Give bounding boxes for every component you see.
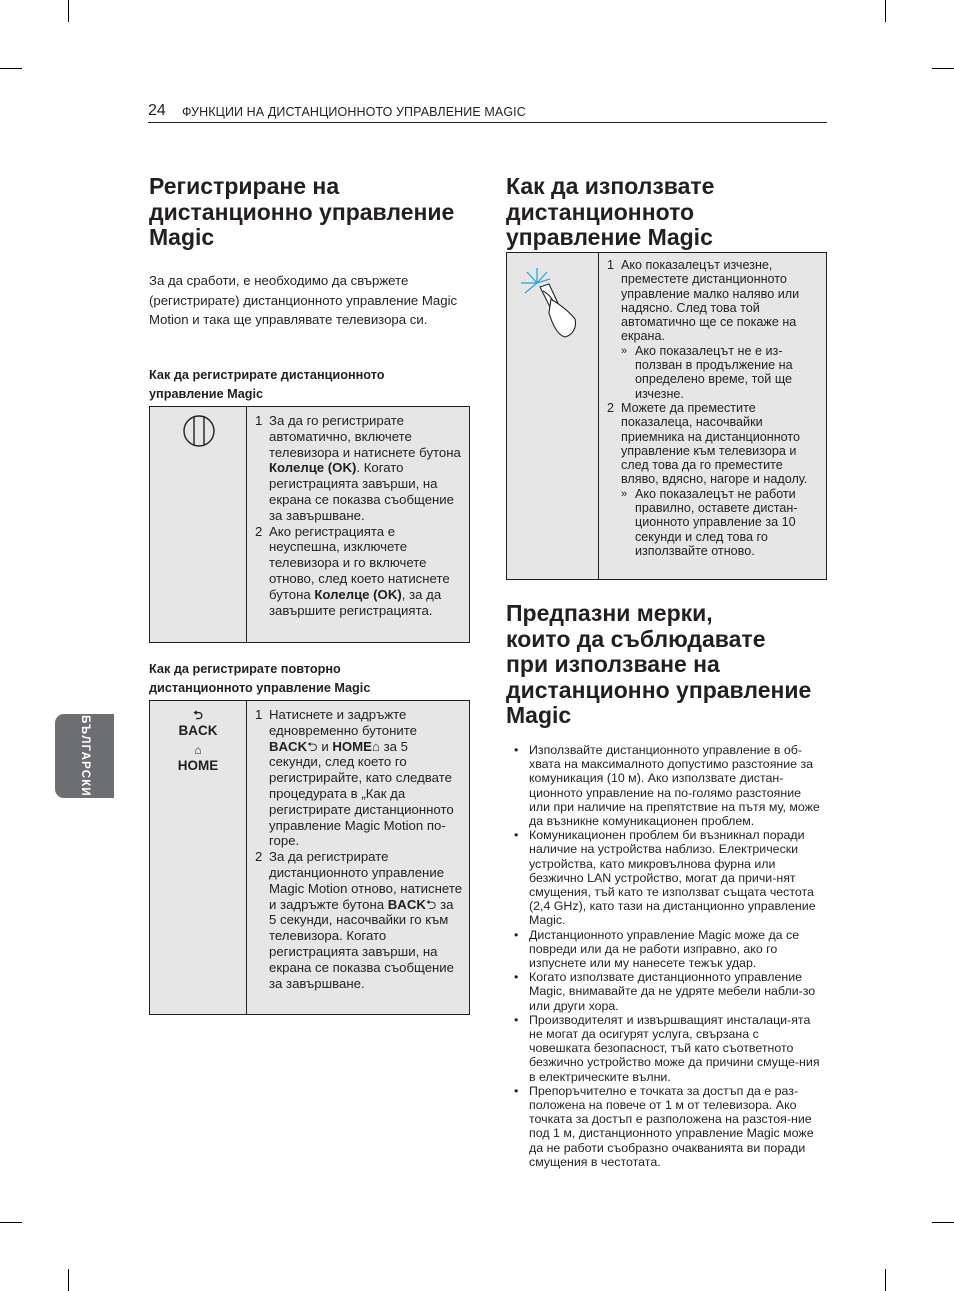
register-step-1: 1 За да го регистрирате автоматично, включете телевизора и натиснете бутона Колелце (OK). Когато регистрацията завърши, на екрана се показва съобщение за завършване.	[255, 413, 461, 523]
back-icon: ⮌	[307, 738, 318, 754]
register-icon-cell	[150, 407, 247, 643]
subheading-reregister: Как да регистрирате повторно дистанционното управление Magic	[149, 662, 371, 695]
list-item: • Препоръчително е точката за достъп да е раз-положена на повече от 1 м от телевизора. Ако точката за достъп е разположена на разстоя-ние под 1 м, дистанционното управление Magic може да не работи съобразно очакванията ви поради смущения в честотата.	[514, 1083, 814, 1169]
list-item: • Дистанционното управление Magic може да се повреди или да не работи изправно, ако го изпуснете или му нанесете тежък удар.	[514, 927, 800, 971]
crop-mark	[68, 0, 69, 22]
list-item: • Използвайте дистанционното управление в об-хвата на максималното допустимо разстояние за комуникация (10 м). Ако използвате дистан-ционното управление на по-голямо разстояние или при наличие на препятствие на пътя му, може да възникне комуникационен проблем.	[514, 743, 820, 829]
reregister-step-1: 1 Натиснете и задръжте едновременно бутоните BACK⮌ и HOME⌂ за 5 секунди, след което го регистрирайте, като следвате процедурата в „Как да регистрирате дистанционното управление Magic Motion по-горе.	[255, 707, 454, 849]
section-title-usage: Как да използвате дистанционното управление Magic	[506, 173, 715, 250]
section-title-precautions: Предпазни мерки, които да съблюдавате при използване на дистанционно управление Magic	[506, 600, 812, 728]
button-icons	[150, 701, 246, 774]
crop-mark	[0, 1222, 22, 1223]
list-item: • Когато използвате дистанционното управление Magic, внимавайте да не удряте мебели набли-зо или други хора.	[514, 970, 816, 1013]
crop-mark	[932, 68, 954, 69]
usage-step-2-note: » Ако показалецът не работи правилно, оставете дистан-ционното управление за 10 секунди и след това го използвайте отново.	[621, 486, 798, 558]
intro-paragraph: За да сработи, е необходимо да свържете (регистрирате) дистанционното управление Magic Motion и така ще управлявате телевизора си.	[149, 273, 458, 327]
list-item: • Комуникационен проблем би възникнал поради наличие на устройства наблизо. Електрически устройства, като микровълнова фурна или безжично LAN устройство, могат да причи-нят смущения, тъй като те използват същата честота (2,4 GHz), като тази на дистанционно управление Magic.	[514, 828, 816, 928]
back-button-label: BACK	[178, 723, 218, 738]
crop-mark	[0, 68, 22, 69]
home-icon: ⌂	[194, 743, 202, 757]
usage-step-1-note: » Ако показалецът не е из-ползван в продължение на определено време, той ще изчезне.	[621, 343, 793, 401]
usage-step-1: 1 Ако показалецът изчезне, преместете дистанционното управление малко наляво или надясно. След това той автоматично ще се покаже на екрана. » Ако показалецът не е из-ползван в продължение на определено време, той ще изчезне.	[599, 258, 820, 401]
usage-step-2: 2 Можете да преместите показалеца, насочвайки приемника на дистанционното управление към телевизора и след това да го преместите вляво, вдясно, нагоре и надолу. » Ако показалецът не работи правилно, оставете дистан-ционното управление за 10 секунди и след това го използвайте отново.	[599, 401, 820, 558]
reregister-steps-table	[149, 700, 470, 1015]
page-header	[148, 102, 827, 123]
language-tab	[55, 714, 114, 798]
wheel-button-icon	[150, 407, 246, 457]
page-number: 24	[148, 102, 166, 119]
crop-mark	[885, 0, 886, 22]
usage-steps-cell	[599, 253, 827, 580]
reregister-steps-cell	[247, 701, 470, 1015]
crop-mark	[68, 1269, 69, 1291]
list-item: • Производителят и извършващият инсталаци-ята не могат да осигурят услуга, свързана с човешката безопасност, тъй като съответното безжично устройство може да причини смуще-ния в електрическите вълни.	[514, 1012, 820, 1084]
home-icon: ⌂	[371, 738, 380, 754]
register-steps-table	[149, 406, 470, 643]
crop-mark	[885, 1269, 886, 1291]
usage-icon-cell	[507, 253, 599, 580]
language-tab-label: БЪЛГАРСКИ	[78, 715, 91, 797]
running-title: ФУНКЦИИ НА ДИСТАНЦИОННОТО УПРАВЛЕНИЕ MAGIC	[182, 105, 526, 119]
usage-steps-table	[506, 252, 827, 580]
crop-mark	[932, 1222, 954, 1223]
home-button-label: HOME	[177, 758, 219, 773]
back-icon: ⮌	[425, 896, 437, 912]
section-title-register: Регистриране на дистанционно управление Magic	[149, 173, 455, 250]
register-step-2: 2 Ако регистрацията е неуспешна, изключете телевизора и го включете отново, след което натиснете бутона Колелце (OK), за да завършите регистрацията.	[255, 523, 450, 618]
precautions-list	[511, 743, 821, 1169]
register-steps-cell	[247, 407, 470, 643]
reregister-step-2: 2 За да регистрирате дистанционното управление Magic Motion отново, натиснете и задръжте бутона BACK⮌ за 5 секунди, насочвайки го към телевизора. Когато регистрацията завърши, на екрана се показва съобщение за завършване.	[255, 849, 463, 991]
reregister-icon-cell	[150, 701, 247, 1015]
back-icon: ⮌	[193, 708, 203, 722]
subheading-register: Как да регистрирате дистанционното управление Magic	[149, 368, 385, 401]
remote-pointing-icon	[507, 253, 598, 343]
